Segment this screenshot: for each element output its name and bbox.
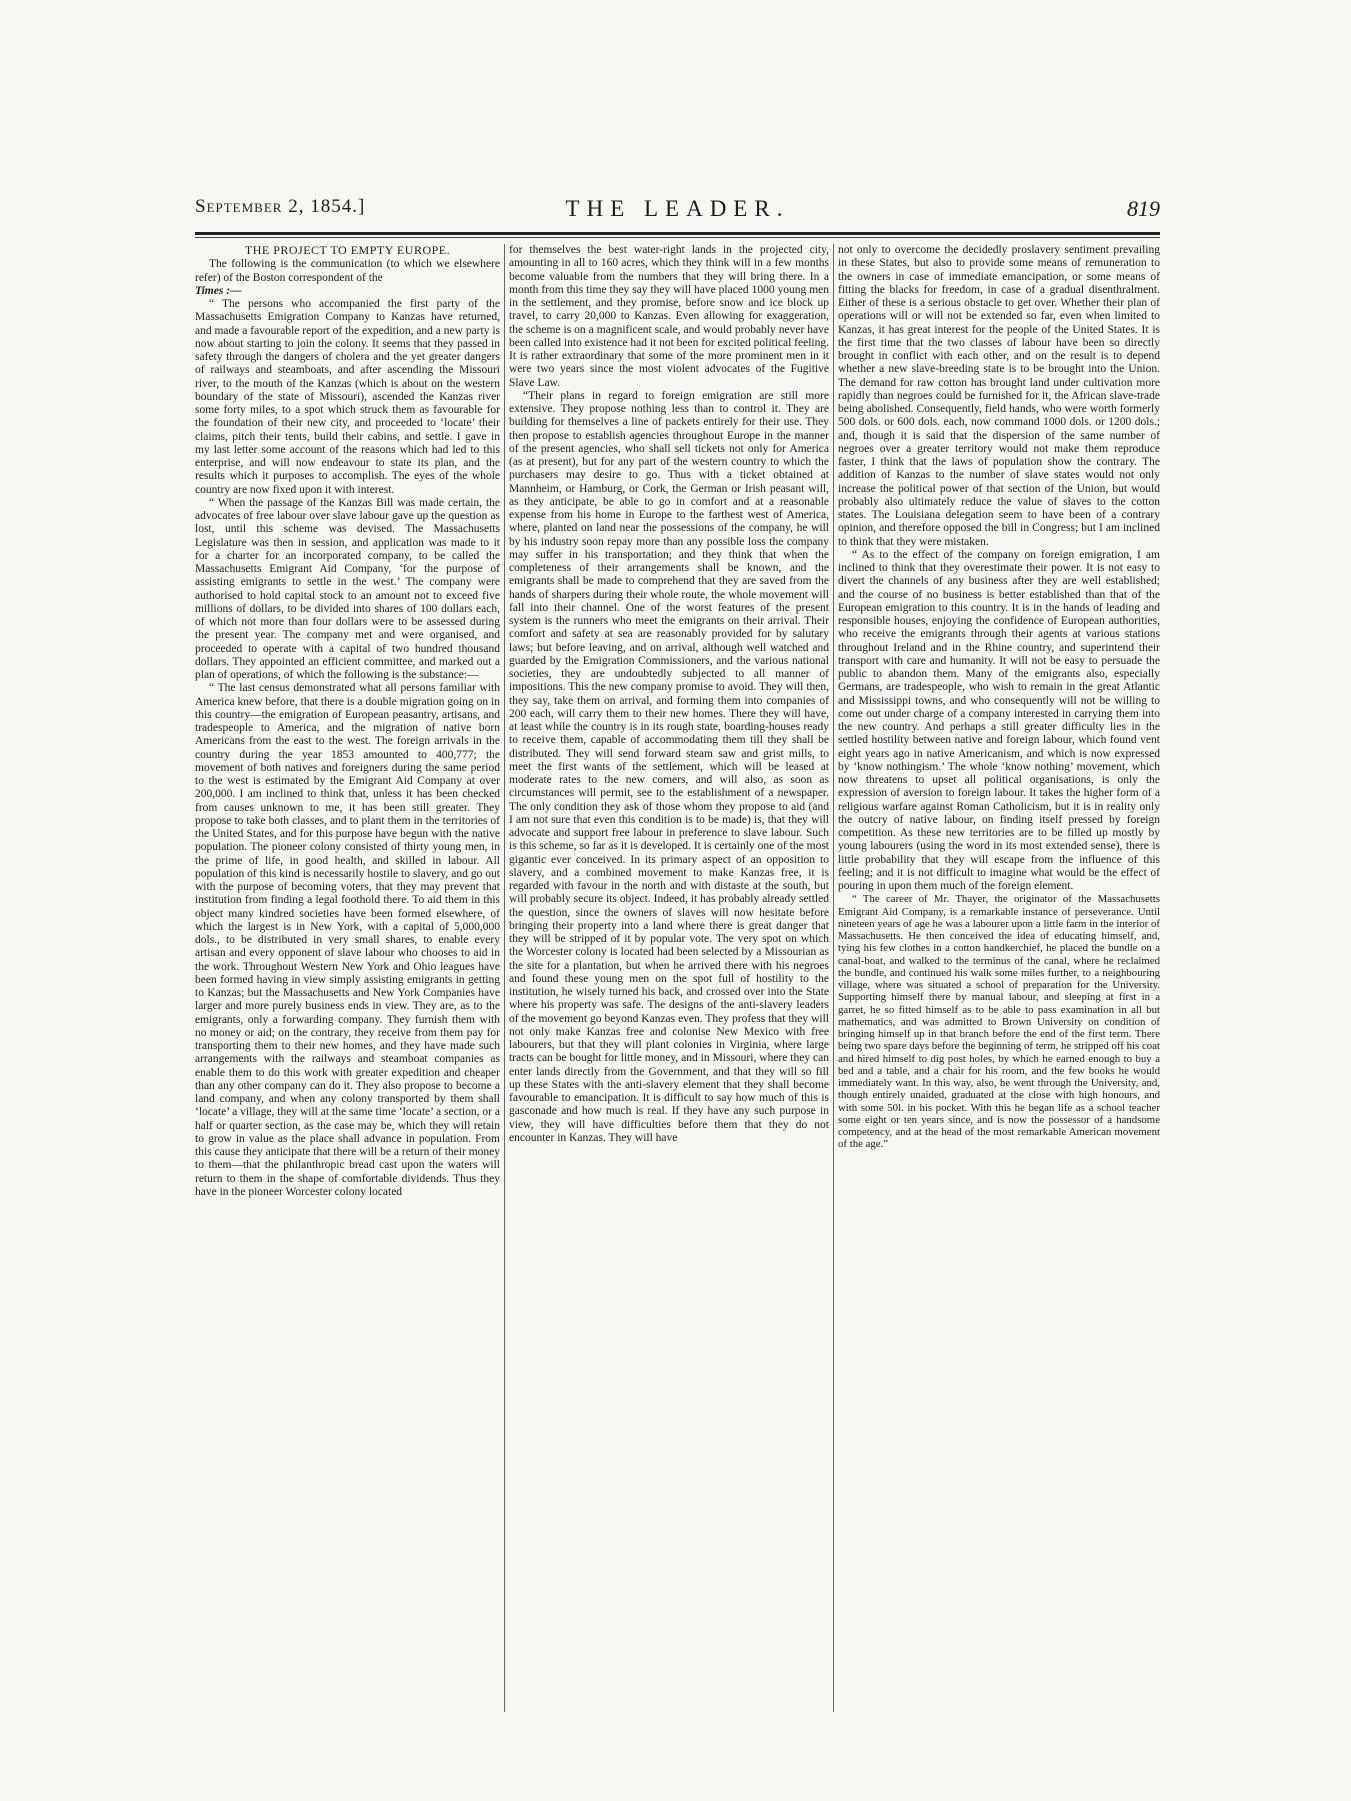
paragraph: “Their plans in regard to foreign emigration are still more extensive. They propose nothing less than to control it. They are building for themselves a line of packets entirely for their use. They then propose to establish agencies throughout Europe in the manner of the present agencies, who shall sell tickets not only for America (as at present), but for any part of the western country to which the purchasers may desire to go. Thus with a ticket obtained at Mannheim, or Hamburg, or Cork, the German or Irish peasant will, as they anticipate, be able to go in comfort and at a reasonable expense from his home in Europe to the farthest west of America, where, planted on land near the possessions of the company, he will by his industry soon repay more than any possible loss the company may suffer in his transportation; and they think that when the completeness of their arrangements shall be known, and the emigrants shall be made to comprehend that they are saved from the hands of sharpers during their whole route, the whole movement will fall into their channel. One of the worst features of the present system is the runners who meet the emigrants on their arrival. Their comfort and safety at sea are reasonably provided for by salutary laws; but before leaving, and on arrival, although well watched and guarded by the Emigration Commissioners, and the various national societies, they are undoubtedly subjected to all manner of impositions. This the new company promise to avoid. They will then, they say, take them on arrival, and forming them into companies of 200 each, will carry them to their new homes. There they will have, at least while the country is in its rough state, boarding-houses ready to receive them, capable of accommodating them till they shall be distributed. They will send forward steam saw and grist mills, to meet the first wants of the settlement, which will be leased at moderate rates to the new comers, and will also, as soon as circumstances will permit, see to the establishment of a newspaper. The only condition they ask of those whom they propose to aid (and I am not sure that even this condition is to be made) is, that they will advocate and support free labour in preference to slave labour. Such is this scheme, so far as it is developed. It is certainly one of the most gigantic ever conceived. In its primary aspect of an opposition to slavery, and a combined movement to make Kanzas free, it is regarded with favour in the north and with distaste at the south, but will probably secure its object. Indeed, it has probably already settled the question, since the owners of slaves will now hesitate before bringing their property into a land where there is great danger that they will be stripped of it by popular vote. The very spot on which the Worcester colony is located had been selected by a Missourian as the site for a plantation, but when he arrived there with his negroes and found these young men on the spot full of hostility to the institution, he wisely turned his back, and crossed over into the State where his property was safe. The designs of the anti-slavery leaders of the movement go beyond Kanzas even. They profess that they will not only make Kanzas free and colonise New Mexico with free labourers, but that they will plant colonies in Virginia, where large tracts can be bought for little money, and in Missouri, where they can enter lands directly from the Government, and that they will so fill up these States with the anti-slavery element that they shall become favourable to emancipation. It is difficult to say how much of this is gasconade and how much is real. If they have any such purpose in view, they will have difficulties before them that they do not encounter in Kanzas. They will have xyxy=(509,389,829,1144)
paragraph: “ The career of Mr. Thayer, the originator of the Massachusetts Emigrant Aid Company, is a remarkable instance of perseverance. Until nineteen years of age he was a labourer upon a little farm in the interior of Massachusetts. He then conceived the idea of educating himself, and, tying his few clothes in a cotton handkerchief, he placed the bundle on a canal-boat, and walked to the terminus of the canal, where he reclaimed the bundle, and continued his walk some miles further, to a neighbouring village, where was situated a school of preparation for the University. Supporting himself there by manual labour, and sleeping at first in a garret, he so fitted himself as to be able to pass examination in all but mathematics, and was admitted to Brown University on condition of bringing himself up in that branch before the end of the first term. There being two spare days before the beginning of term, he stripped off his coat and hired himself to dig post holes, by which he earned enough to buy a bed and a table, and a chair for his room, and the few books he would immediately want. In this way, also, he went through the University, and, though entirely unaided, graduated at the close with high honours, and with some 50l. in his pocket. With this he began life as a school teacher some eight or ten years since, and is now the possessor of a handsome competency, and at the head of the most remarkable American movement of the age.” xyxy=(838,893,1160,1151)
paragraph: for themselves the best water-right lands in the projected city, amounting in all to 160 acres, which they think will in a few months become valuable from the numbers that they will bring there. In a month from this time they say they will have placed 1000 young men in the settlement, and they promise, before snow and ice block up travel, to carry 20,000 to Kanzas. Even allowing for exaggeration, the scheme is on a magnificent scale, and would probably never have been called into existence had it not been for excited political feeling. It is rather extraordinary that some of the more prominent men in it were two years since the most violent advocates of the Fugitive Slave Law. xyxy=(509,244,829,389)
article-intro: The following is the communication (to which we elsewhere refer) of the Boston correspondent of the xyxy=(195,258,500,284)
newspaper-title: THE LEADER. xyxy=(565,196,790,221)
column-1 xyxy=(195,244,500,1714)
masthead xyxy=(195,196,1160,232)
issue-date: September 2, 1854.] xyxy=(195,196,366,217)
column-divider xyxy=(504,244,505,1712)
column-3 xyxy=(838,244,1160,1714)
article-title: THE PROJECT TO EMPTY EUROPE. xyxy=(244,244,451,257)
masthead-rule-thin xyxy=(195,237,1160,238)
page-number: 819 xyxy=(1127,196,1160,221)
column-divider xyxy=(833,244,834,1712)
article-source: Times :— xyxy=(195,284,242,297)
masthead-rule-thick xyxy=(195,232,1160,235)
column-2 xyxy=(509,244,829,1714)
paragraph: “ As to the effect of the company on foreign emigration, I am inclined to think that they overestimate their power. It is not easy to divert the channels of any business after they are well established; and the course of no business is better established than that of the European emigration to this country. It is in the hands of leading and responsible houses, enjoying the confidence of European authorities, who receive the emigrants through their agents at various stations throughout Ireland and in the Rhine country, and superintend their transport with care and humanity. It will not be easy to persuade the public to abandon them. Many of the emigrants also, especially Germans, are tradespeople, who wish to remain in the great Atlantic and Mississippi towns, and who consequently will not be willing to come out under charge of a company interested in carrying them into the new country. And perhaps a still greater difficulty lies in the settled hostility between native and foreign labour, which found vent eight years ago in native Americanism, and which is now expressed by ‘know nothingism.’ The whole ‘know nothing’ movement, which now threatens to upset all political organisations, is only the expression of aversion to foreign labour. It takes the higher form of a religious warfare against Roman Catholicism, but it is in reality only the outcry of native labour, on finding itself pressed by foreign competition. As these new territories are to be filled up mostly by young labourers (using the word in its most extended sense), there is little probability that they will escape from the influence of this feeling; and it is not difficult to imagine what would be the effect of pouring in upon them much of the foreign element. xyxy=(838,548,1160,892)
paragraph: not only to overcome the decidedly proslavery sentiment prevailing in these States, but also to provide some means of remuneration to the owners in case of immediate emancipation, or some means of fitting the blacks for freedom, in case of a gradual disenthralment. Either of these is a serious obstacle to get over. Whether their plan of operations will or will not be extended so far, even when limited to Kanzas, it has great interest for the people of the United States. It is the first time that the two classes of labour have been so directly brought in conflict with each other, and on the result is to depend whether a new slave-breeding state is to be brought into the Union. The demand for raw cotton has brought land under cultivation more rapidly than negroes could be furnished for it, the African slave-trade being abolished. Consequently, field hands, who were worth formerly 500 dols. or 600 dols. each, now command 1000 dols. or 1200 dols.; and, though it is said that the dispersion of the same number of negroes over a greater territory would not make them reproduce faster, I think that the laws of population show the contrary. The addition of Kanzas to the number of slave states would not only increase the political power of that section of the Union, but would probably also ultimately reduce the value of slaves to the cotton states. The Louisiana delegation seem to have been of a contrary opinion, and therefore opposed the bill in Congress; but I am inclined to think that they were mistaken. xyxy=(838,244,1160,548)
paragraph: “ The last census demonstrated what all persons familiar with America knew before, that there is a double migration going on in this country—the emigration of European peasantry, artisans, and tradespeople to America, and the migration of native born Americans from the east to the west. The foreign arrivals in the country during the year 1853 amounted to 400,777; the movement of both natives and foreigners during the same period to the west is estimated by the Emigrant Aid Company at over 200,000. I am inclined to think that, unless it has been checked from causes unknown to me, it has been still greater. They propose to take both classes, and to plant them in the territories of the United States, and for this purpose have begun with the native population. The pioneer colony consisted of thirty young men, in the prime of life, in good health, and skilled in labour. All population of this kind is necessarily hostile to slavery, and go out with the purpose of becoming voters, that they may prevent that institution from finding a legal foothold there. To aid them in this object many kindred societies have been formed elsewhere, of which the largest is in New York, with a capital of 5,000,000 dols., to be distributed in very small shares, to enable every artisan and every opponent of slave labour who chooses to aid in the work. Throughout Western New York and Ohio leagues have been formed having in view simply assisting emigrants in getting to Kanzas; but the Massachusetts and New York Companies have larger and more purely business ends in view. They are, as to the emigrants, only a forwarding company. They furnish them with no money or aid; on the contrary, they receive from them pay for transporting them to their new homes, and they have made such arrangements with the railways and steamboat companies as enable them to do this work with greater expedition and cheaper than any other company can do it. They also propose to become a land company, and when any colony transported by them shall ‘locate’ a village, they will at the same time ‘locate’ a section, or a half or quarter section, as the case may be, which they will retain to grow in value as the place shall advance in population. From this cause they anticipate that there will be a return of their money to them—that the philanthropic bread cast upon the waters will return to them in the shape of comfortable dividends. Thus they have in the pioneer Worcester colony located xyxy=(195,682,500,1198)
paragraph: “ When the passage of the Kanzas Bill was made certain, the advocates of free labour over slave labour gave up the question as lost, until this scheme was devised. The Massachusetts Legislature was then in session, and application was made to it for a charter for an incorporated company, to be called the Massachusetts Emigrant Aid Company, ‘for the purpose of assisting emigrants to settle in the west.’ The company were authorised to hold capital stock to an amount not to exceed five millions of dollars, to be divided into shares of 100 dollars each, of which not more than four dollars were to be assessed during the present year. The company met and were organised, and proceeded to operate with a capital of two hundred thousand dollars. They appointed an efficient committee, and marked out a plan of operations, of which the following is the substance:— xyxy=(195,496,500,681)
paragraph: “ The persons who accompanied the first party of the Massachusetts Emigration Company to Kanzas have returned, and made a favourable report of the expedition, and a new party is now about starting to join the colony. It seems that they passed in safety through the dangers of cholera and the yet greater dangers of railways and steamboats, and after ascending the Missouri river, to the mouth of the Kanzas (which is about on the western boundary of the state of Missouri), ascended the Kanzas river some forty miles, to a spot which struck them as favourable for the foundation of their new city, and proceeded to ‘locate’ their claims, pitch their tents, build their cabins, and settle. I gave in my last letter some account of the reasons which had led to this enterprise, and will now endeavour to state its plan, and the results which it purposes to accomplish. The eyes of the whole country are now fixed upon it with interest. xyxy=(195,298,500,496)
